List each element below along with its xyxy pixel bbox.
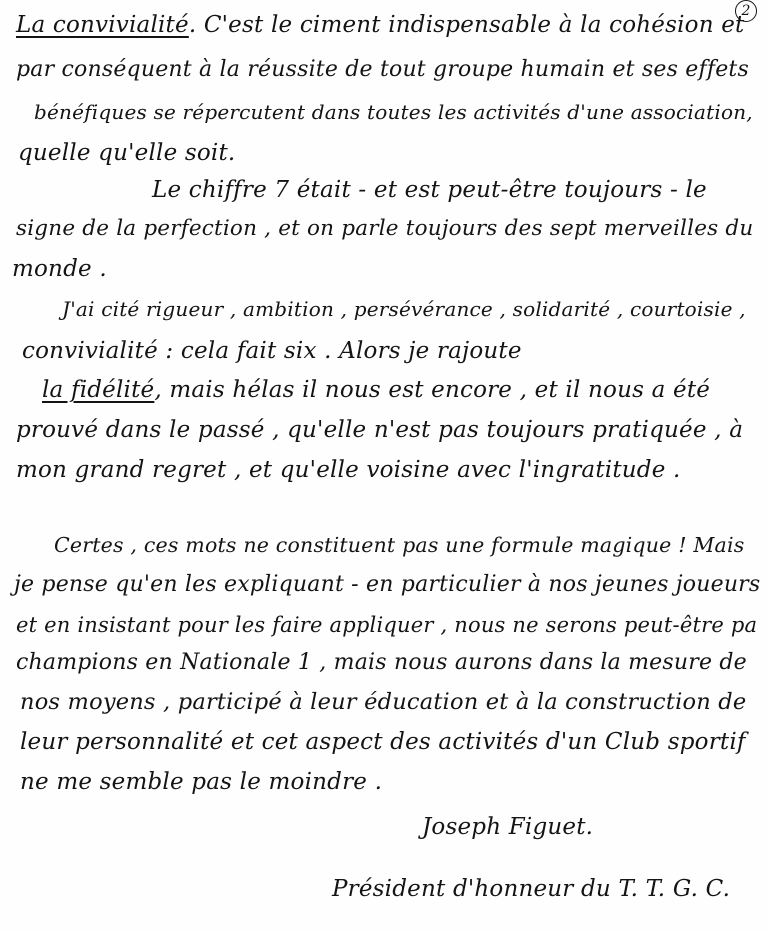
paragraph-4-line-7: ne me semble pas le moindre . xyxy=(20,769,383,795)
paragraph-1-line-2: par conséquent à la réussite de tout groupe humain et ses effets xyxy=(16,57,749,82)
paragraph-4-line-2: je pense qu'en les expliquant - en particulier à nos jeunes joueurs xyxy=(14,572,761,597)
paragraph-3-line-3-text: , mais hélas il nous est encore , et il nous a été xyxy=(154,377,711,403)
paragraph-1-line-1-text: . C'est le ciment indispensable à la cohésion et xyxy=(188,12,745,38)
paragraph-1-line-3: bénéfiques se répercutent dans toutes les activités d'une association, xyxy=(34,100,753,124)
paragraph-2-line-3: monde . xyxy=(12,256,107,282)
paragraph-3-line-2: convivialité : cela fait six . Alors je rajoute xyxy=(22,338,522,364)
paragraph-4-line-5: nos moyens , participé à leur éducation et à la construction de xyxy=(20,689,747,715)
paragraph-3-line-5: mon grand regret , et qu'elle voisine avec l'ingratitude . xyxy=(16,457,681,483)
paragraph-2-line-2: signe de la perfection , et on parle toujours des sept merveilles du xyxy=(16,216,754,241)
signature-name: Joseph Figuet. xyxy=(422,814,594,840)
term-convivialite: La convivialité xyxy=(16,12,189,38)
paragraph-4-line-6: leur personnalité et cet aspect des activités d'un Club sportif xyxy=(20,729,746,755)
paragraph-1-line-1 xyxy=(16,10,745,40)
paragraph-4-line-3: et en insistant pour les faire appliquer , nous ne serons peut-être pa xyxy=(16,613,758,637)
paragraph-2-line-1: Le chiffre 7 était - et est peut-être toujours - le xyxy=(152,177,707,203)
paragraph-3-line-3 xyxy=(42,375,710,405)
signature-title: Président d'honneur du T. T. G. C. xyxy=(332,876,731,902)
paragraph-3-line-1: J'ai cité rigueur , ambition , persévérance , solidarité , courtoisie , xyxy=(62,297,746,321)
paragraph-3-line-4: prouvé dans le passé , qu'elle n'est pas toujours pratiquée , à xyxy=(16,417,744,443)
page-number: 2 xyxy=(735,0,757,22)
paragraph-4-line-1: Certes , ces mots ne constituent pas une formule magique ! Mais xyxy=(54,533,745,557)
paragraph-4-line-4: champions en Nationale 1 , mais nous aurons dans la mesure de xyxy=(16,650,747,675)
term-fidelite: la fidélité xyxy=(42,377,155,403)
paragraph-1-line-4: quelle qu'elle soit. xyxy=(18,140,236,166)
